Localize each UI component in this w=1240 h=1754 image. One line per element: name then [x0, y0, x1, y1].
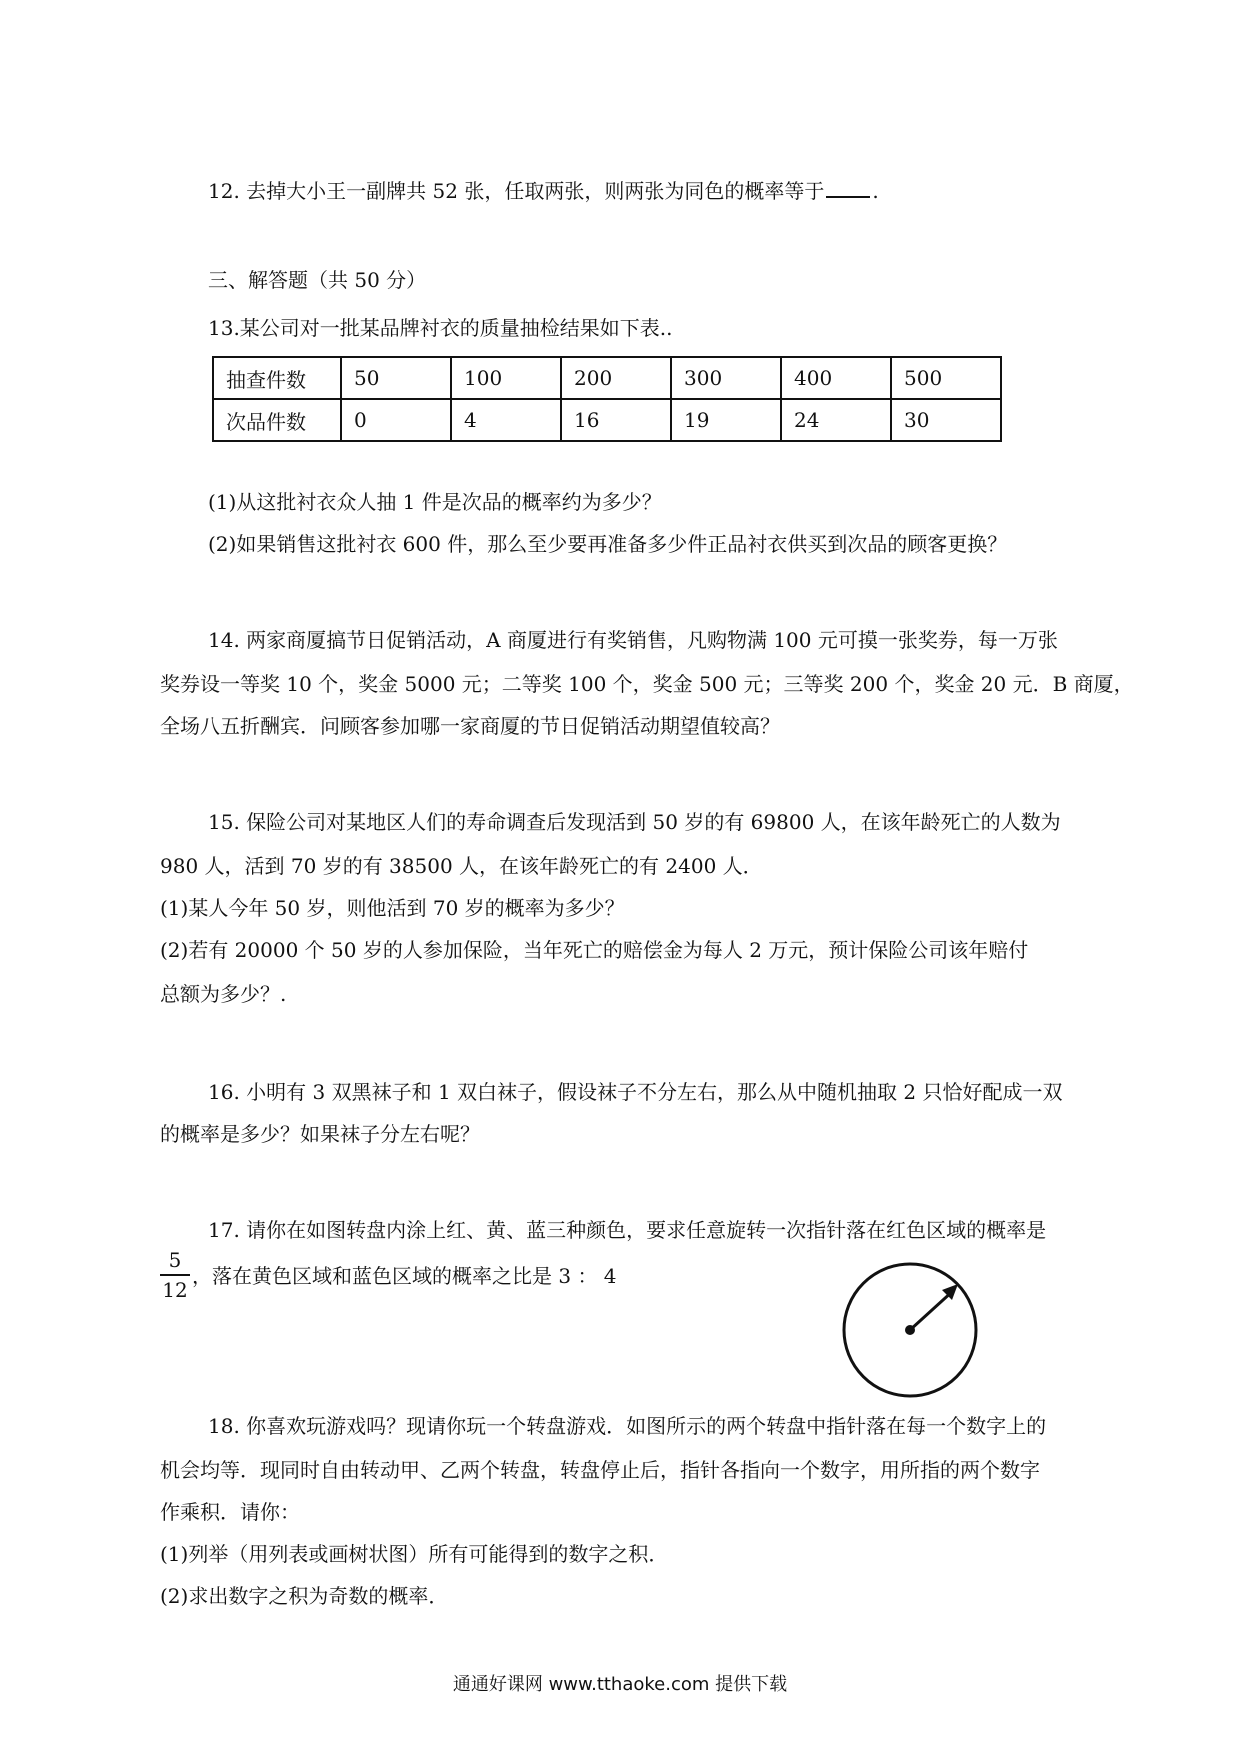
question-14-line3: 全场八五折酬宾．问顾客参加哪一家商厦的节日促销活动期望值较高？: [160, 714, 780, 738]
question-13-intro: 13.某公司对一批某品牌衬衣的质量抽检结果如下表..: [208, 316, 673, 340]
question-14-line2: 奖券设一等奖 10 个，奖金 5000 元；二等奖 100 个，奖金 500 元；三等奖 200 个，奖金 20 元．B 商厦，: [160, 672, 1134, 696]
question-15-line2: 980 人，活到 70 岁的有 38500 人，在该年龄死亡的有 2400 人．: [160, 854, 763, 878]
fraction-numerator: 5: [160, 1248, 190, 1276]
question-18-line1: 18. 你喜欢玩游戏吗？现请你玩一个转盘游戏．如图所示的两个转盘中指针落在每一个数字上的: [208, 1414, 1047, 1438]
table-row: [213, 399, 1001, 441]
spinner-pointer: [910, 1290, 954, 1330]
question-14-line1: 14. 两家商厦搞节日促销活动，A 商厦进行有奖销售，凡购物满 100 元可摸一张奖券，每一万张: [208, 628, 1058, 652]
table-cell: 4: [451, 399, 561, 441]
question-12-text: 12. 去掉大小王一副牌共 52 张，任取两张，则两张为同色的概率等于: [208, 179, 825, 203]
table-cell: 19: [671, 399, 781, 441]
question-16-line2: 的概率是多少？如果袜子分左右呢？: [160, 1122, 480, 1146]
table-cell: 300: [671, 357, 781, 399]
question-13-sub1: (1)从这批衬衣众人抽 1 件是次品的概率约为多少？: [208, 490, 662, 514]
table-cell: 24: [781, 399, 891, 441]
table-cell: 500: [891, 357, 1001, 399]
answer-blank: [826, 176, 870, 198]
question-15-sub2-line1: (2)若有 20000 个 50 岁的人参加保险，当年死亡的赔偿金为每人 2 万元，预计保险公司该年赔付: [160, 938, 1029, 962]
fraction-5-12: [160, 1248, 190, 1302]
question-15-sub1: (1)某人今年 50 岁，则他活到 70 岁的概率为多少？: [160, 896, 625, 920]
question-18-line2: 机会均等．现同时自由转动甲、乙两个转盘，转盘停止后，指针各指向一个数字，用所指的两个数字: [160, 1458, 1040, 1482]
table-cell: 抽查件数: [213, 357, 341, 399]
table-cell: 0: [341, 399, 451, 441]
table-cell: 400: [781, 357, 891, 399]
table-cell: 50: [341, 357, 451, 399]
page-footer: 通通好课网 www.tthaoke.com 提供下载: [452, 1674, 788, 1695]
question-18-sub1: (1)列举（用列表或画树状图）所有可能得到的数字之积．: [160, 1542, 669, 1566]
question-18-sub2: (2)求出数字之积为奇数的概率．: [160, 1584, 449, 1608]
table-cell: 16: [561, 399, 671, 441]
question-16-line1: 16. 小明有 3 双黑袜子和 1 双白袜子，假设袜子不分左右，那么从中随机抽取 2 只恰好配成一双: [208, 1080, 1063, 1104]
fraction-denominator: 12: [162, 1278, 188, 1302]
question-13-sub2: (2)如果销售这批衬衣 600 件，那么至少要再准备多少件正品衬衣供买到次品的顾客更换？: [208, 532, 1008, 556]
inspection-table: [212, 356, 1002, 442]
question-15-line1: 15. 保险公司对某地区人们的寿命调查后发现活到 50 岁的有 69800 人，在该年龄死亡的人数为: [208, 810, 1061, 834]
table-cell: 次品件数: [213, 399, 341, 441]
table-cell: 200: [561, 357, 671, 399]
question-18-line3: 作乘积．请你：: [160, 1500, 300, 1524]
spinner-center-dot: [905, 1325, 915, 1335]
table-cell: 30: [891, 399, 1001, 441]
table-cell: 100: [451, 357, 561, 399]
question-17-line1: 17. 请你在如图转盘内涂上红、黄、蓝三种颜色，要求任意旋转一次指针落在红色区域的概率是: [208, 1218, 1047, 1242]
table-row: [213, 357, 1001, 399]
question-12-end: .: [872, 179, 879, 203]
question-15-sub2-line2: 总额为多少？.: [160, 982, 287, 1006]
question-12: [208, 176, 879, 205]
section-3-title: 三、解答题（共 50 分）: [208, 268, 427, 292]
question-17-line2: ，落在黄色区域和蓝色区域的概率之比是 3 ： 4: [192, 1264, 617, 1288]
spinner-diagram: [840, 1260, 980, 1400]
